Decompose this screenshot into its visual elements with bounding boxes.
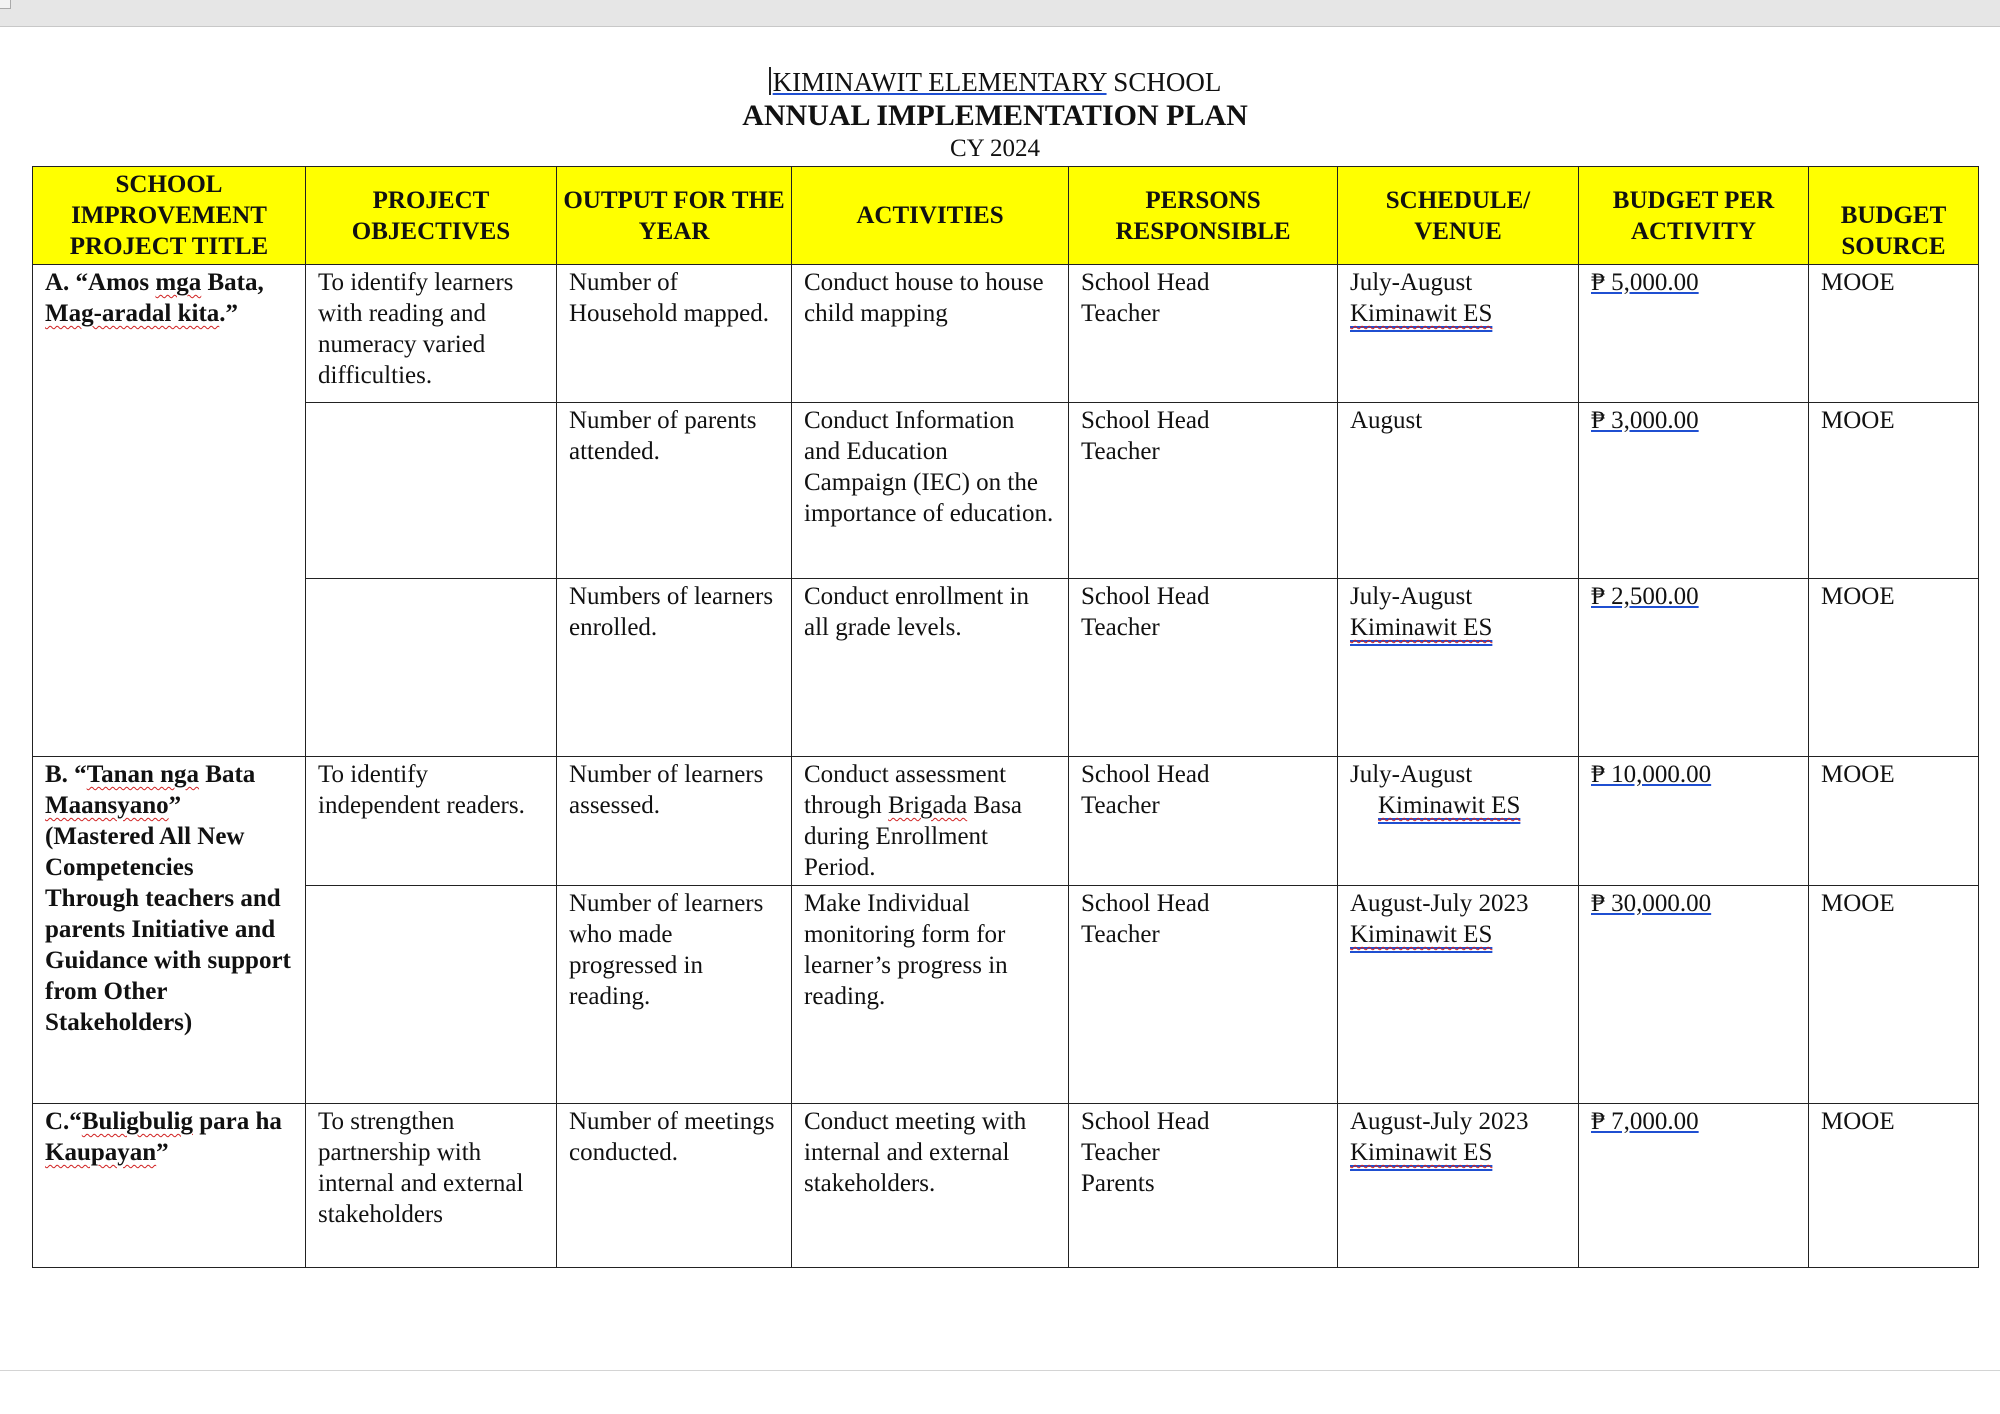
table-row [33,265,1979,403]
budget-cell: ₱ 10,000.00 [1579,757,1809,886]
school-word: SCHOOL [1106,67,1222,97]
school-name: KIMINAWIT ELEMENTARY [772,67,1107,97]
schedule-cell: August-July 2023 Kiminawit ES [1338,886,1579,1104]
persons-cell: School Head Teacher [1069,265,1338,403]
output-cell: Number of parents attended. [557,403,792,579]
source-cell: MOOE [1809,886,1979,1104]
column-header: PROJECT OBJECTIVES [306,167,557,265]
document-header [0,66,1990,164]
column-header: PERSONS RESPONSIBLE [1069,167,1338,265]
objective-cell [306,886,557,1104]
table-row [33,403,1979,579]
persons-cell: School Head Teacher [1069,579,1338,757]
table-row [33,579,1979,757]
school-name-line [0,66,1990,98]
plan-year: CY 2024 [949,135,1041,162]
table-row [33,757,1979,886]
schedule-cell: August [1338,403,1579,579]
objective-cell [306,579,557,757]
source-cell: MOOE [1809,1104,1979,1268]
corner-handle[interactable] [0,0,11,9]
objective-cell: To identify learners with reading and numeracy varied difficulties. [306,265,557,403]
budget-cell: ₱ 7,000.00 [1579,1104,1809,1268]
persons-cell: School Head Teacher Parents [1069,1104,1338,1268]
plan-title: ANNUAL IMPLEMENTATION PLAN [742,99,1248,132]
activity-cell: Conduct enrollment in all grade levels. [792,579,1069,757]
project-title-c: C.“Buligbulig para ha Kaupayan” [33,1104,306,1268]
project-title-b: B. “Tanan nga Bata Maansyano” (Mastered All New Competencies Through teachers and parents Initiative and Guidance with support from Other Stakeholders) [33,757,306,1104]
persons-cell: School Head Teacher [1069,757,1338,886]
activity-cell: Conduct meeting with internal and external stakeholders. [792,1104,1069,1268]
output-cell: Numbers of learners enrolled. [557,579,792,757]
persons-cell: School Head Teacher [1069,886,1338,1104]
activity-cell: Conduct assessment through Brigada Basa during Enrollment Period. [792,757,1069,886]
source-cell: MOOE [1809,265,1979,403]
window-top-bar [0,0,2000,27]
page-bottom-edge [0,1370,2000,1371]
objective-cell [306,403,557,579]
objective-cell: To strengthen partnership with internal and external stakeholders [306,1104,557,1268]
column-header: BUDGET SOURCE [1809,167,1979,265]
text-cursor [769,67,771,95]
column-header: BUDGET PER ACTIVITY [1579,167,1809,265]
budget-cell: ₱ 5,000.00 [1579,265,1809,403]
activity-cell: Conduct house to house child mapping [792,265,1069,403]
source-cell: MOOE [1809,403,1979,579]
table-header-row [33,167,1979,265]
column-header: SCHOOL IMPROVEMENT PROJECT TITLE [33,167,306,265]
implementation-plan-table [32,166,1979,1268]
schedule-cell: August-July 2023 Kiminawit ES [1338,1104,1579,1268]
persons-cell: School Head Teacher [1069,403,1338,579]
activity-cell: Make Individual monitoring form for learner’s progress in reading. [792,886,1069,1104]
source-cell: MOOE [1809,579,1979,757]
schedule-cell: July-August Kiminawit ES [1338,757,1579,886]
budget-cell: ₱ 3,000.00 [1579,403,1809,579]
output-cell: Number of Household mapped. [557,265,792,403]
project-title-a: A. “Amos mga Bata, Mag-aradal kita.” [33,265,306,757]
schedule-cell: July-August Kiminawit ES [1338,579,1579,757]
source-cell: MOOE [1809,757,1979,886]
output-cell: Number of learners who made progressed in reading. [557,886,792,1104]
output-cell: Number of meetings conducted. [557,1104,792,1268]
column-header: SCHEDULE/ VENUE [1338,167,1579,265]
column-header: OUTPUT FOR THE YEAR [557,167,792,265]
activity-cell: Conduct Information and Education Campaign (IEC) on the importance of education. [792,403,1069,579]
table-row [33,886,1979,1104]
column-header: ACTIVITIES [792,167,1069,265]
budget-cell: ₱ 2,500.00 [1579,579,1809,757]
table-row [33,1104,1979,1268]
output-cell: Number of learners assessed. [557,757,792,886]
schedule-cell: July-August Kiminawit ES [1338,265,1579,403]
objective-cell: To identify independent readers. [306,757,557,886]
budget-cell: ₱ 30,000.00 [1579,886,1809,1104]
